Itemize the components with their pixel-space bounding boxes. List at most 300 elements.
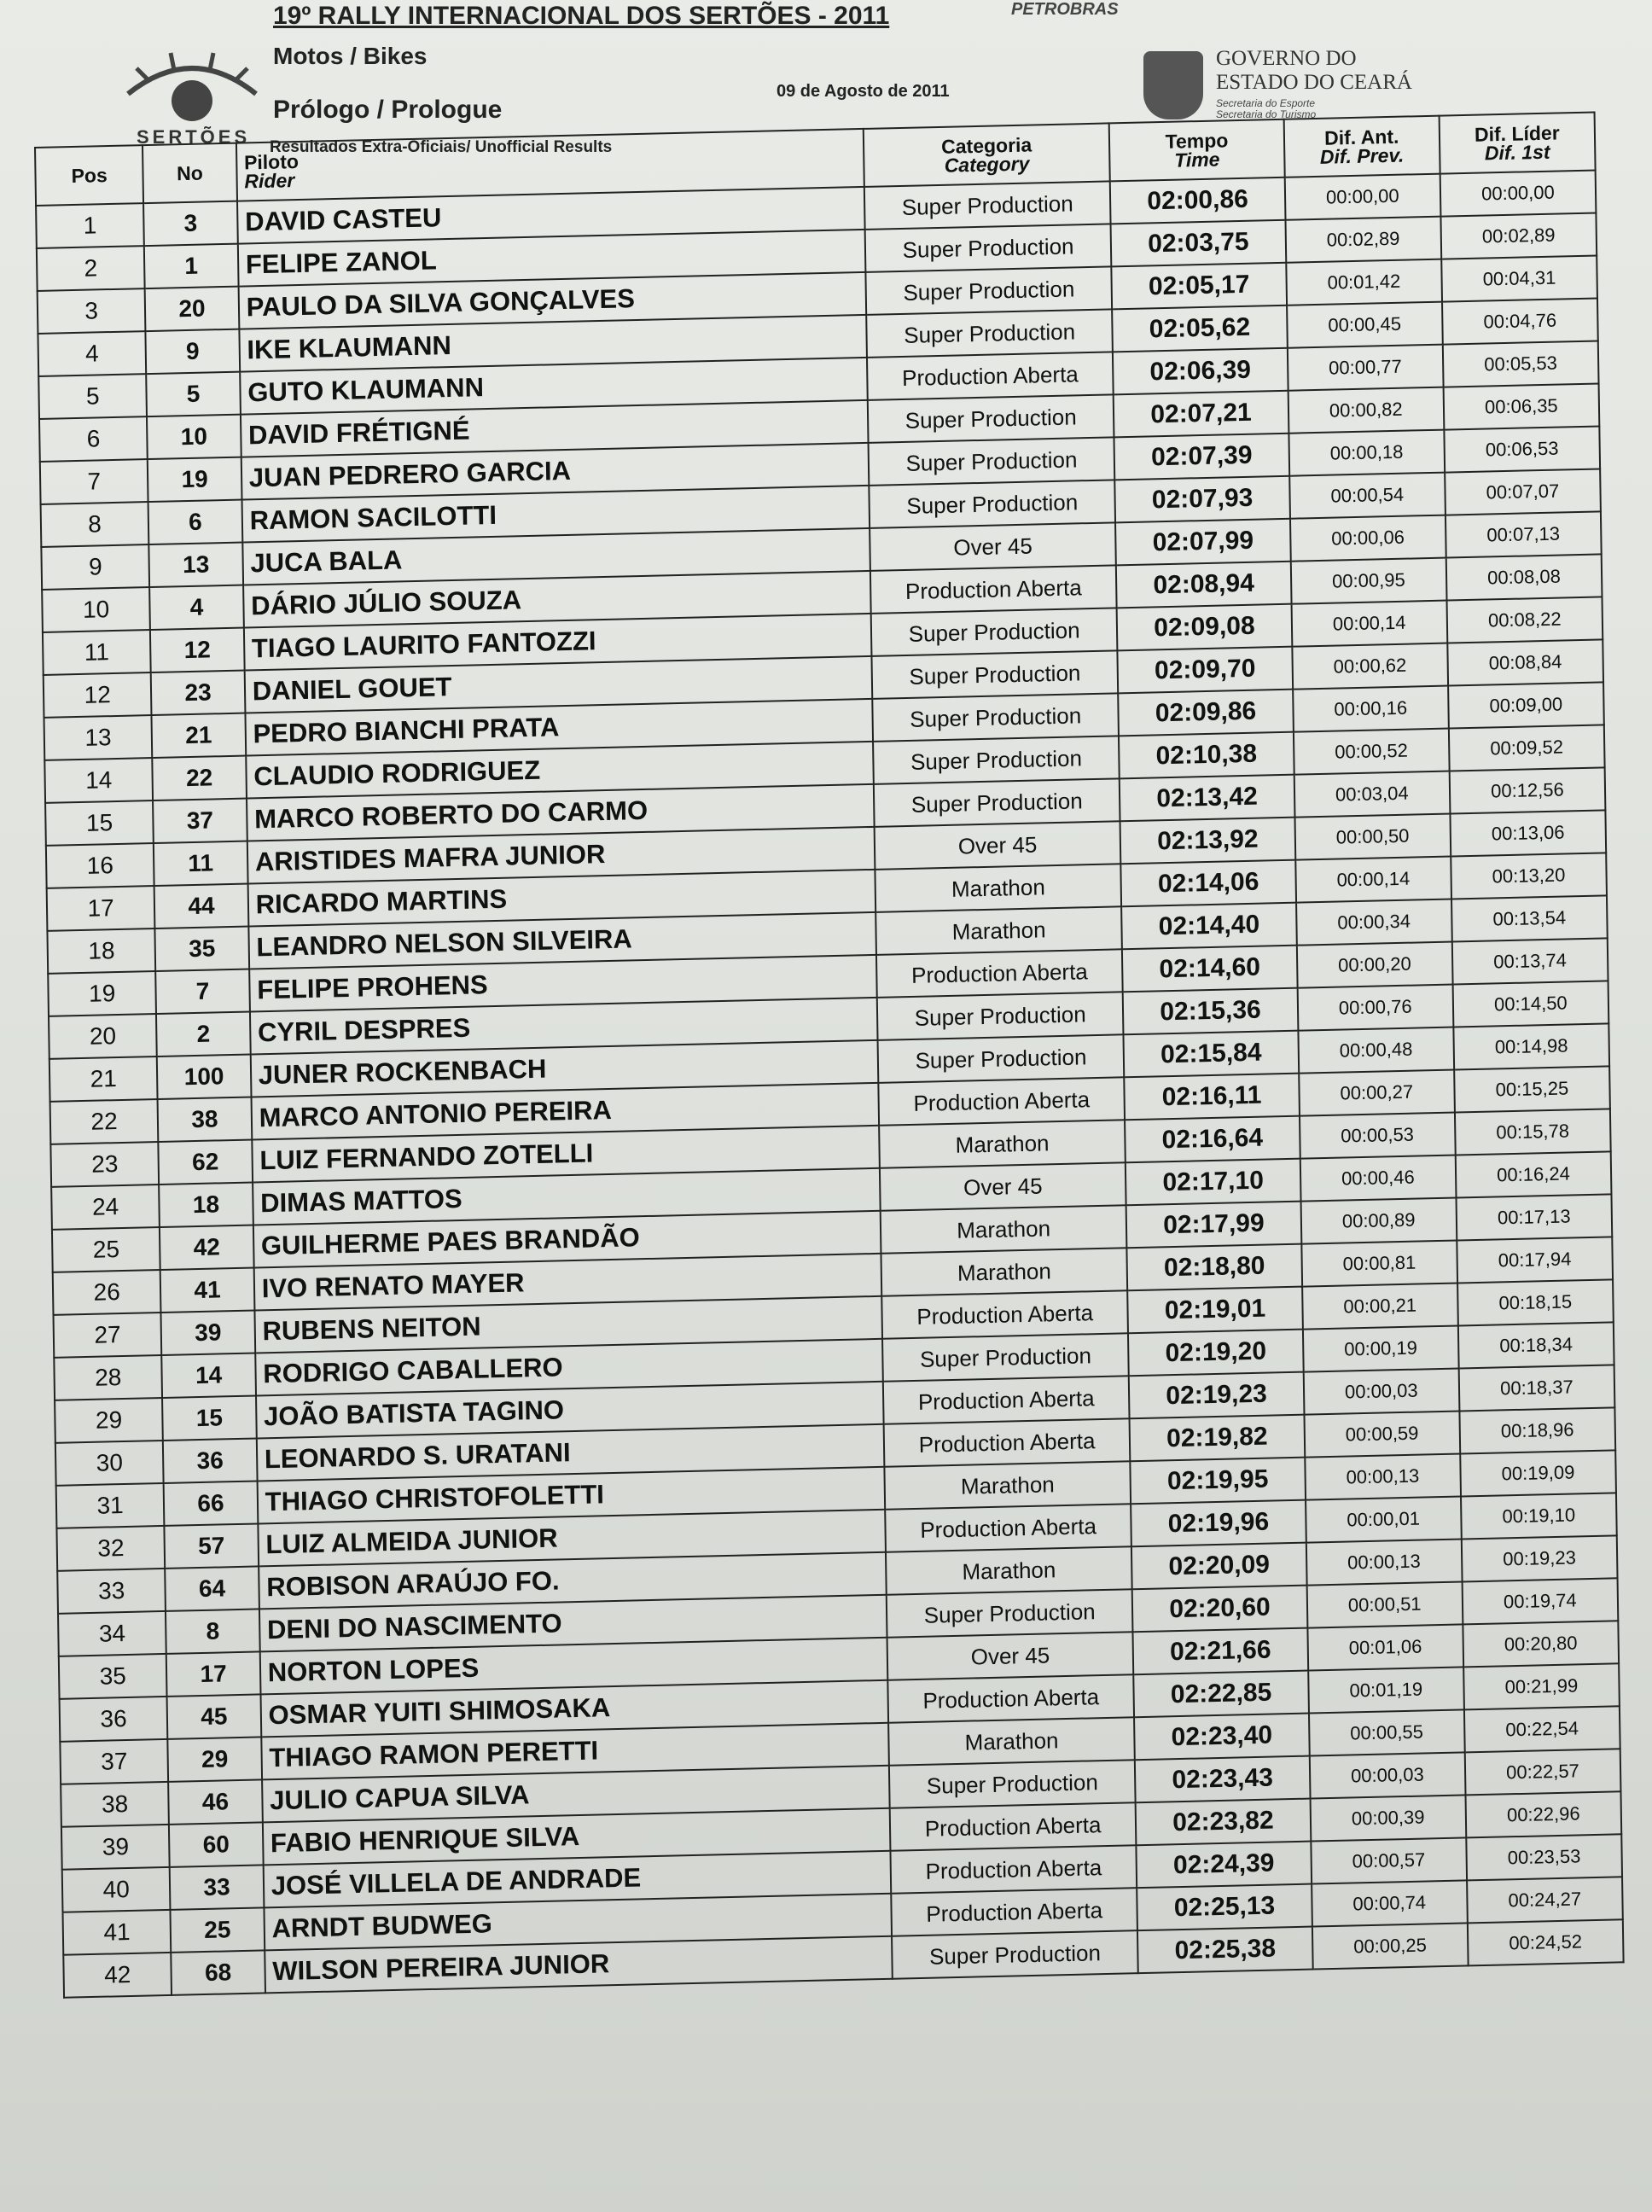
- cell-category: Super Production: [872, 693, 1119, 742]
- cell-category: Production Aberta: [867, 352, 1114, 400]
- cell-pos: 41: [62, 1910, 171, 1955]
- stage-name: Prólogo / Prologue: [273, 96, 503, 124]
- col-diff-prev-label-pt: Dif. Ant.: [1323, 125, 1399, 149]
- cell-time: 02:25,38: [1137, 1927, 1312, 1974]
- cell-rider: MARCO ANTONIO PEREIRA: [251, 1083, 879, 1140]
- cell-rider: DENI DO NASCIMENTO: [259, 1595, 887, 1652]
- cell-pos: 25: [52, 1227, 160, 1272]
- government-sub-line1: Secretaria do Esporte: [1216, 97, 1316, 109]
- cell-rider: PEDRO BIANCHI PRATA: [245, 699, 873, 756]
- cell-category: Super Production: [882, 1333, 1129, 1382]
- cell-diff-prev: 00:00,25: [1312, 1923, 1469, 1969]
- cell-number: 14: [162, 1353, 256, 1397]
- cell-category: Super Production: [869, 437, 1115, 486]
- cell-pos: 24: [51, 1185, 160, 1230]
- cell-rider: JULIO CAPUA SILVA: [262, 1766, 890, 1823]
- cell-category: Marathon: [875, 906, 1122, 955]
- cell-rider: GUTO KLAUMANN: [240, 358, 868, 415]
- cell-number: 37: [153, 799, 247, 843]
- government-name-line1: GOVERNO DO: [1216, 47, 1357, 70]
- cell-number: 17: [166, 1651, 260, 1696]
- col-diff-prev-header: [1283, 116, 1440, 178]
- cell-pos: 16: [46, 843, 154, 888]
- cell-pos: 9: [41, 544, 149, 590]
- cell-number: 36: [163, 1438, 257, 1482]
- cell-category: Marathon: [881, 1248, 1127, 1296]
- cell-rider: ARISTIDES MAFRA JUNIOR: [247, 827, 875, 884]
- cell-pos: 3: [38, 288, 146, 334]
- cell-rider: JOÃO BATISTA TAGINO: [256, 1382, 884, 1439]
- cell-pos: 11: [43, 630, 151, 675]
- cell-rider: GUILHERME PAES BRANDÃO: [253, 1211, 881, 1268]
- cell-time: 02:15,84: [1124, 1031, 1299, 1078]
- cell-pos: 18: [47, 928, 155, 974]
- cell-category: Production Aberta: [887, 1674, 1134, 1723]
- cell-diff-prev: 00:01,06: [1307, 1624, 1463, 1670]
- cell-diff-prev: 00:03,04: [1294, 771, 1450, 818]
- cell-category: Production Aberta: [870, 565, 1117, 614]
- cell-diff-leader: 00:02,89: [1440, 212, 1597, 259]
- cell-time: 02:14,40: [1121, 903, 1296, 950]
- cell-rider: FELIPE PROHENS: [249, 955, 877, 1012]
- cell-diff-leader: 00:13,20: [1451, 853, 1607, 899]
- cell-rider: NORTON LOPES: [259, 1638, 887, 1695]
- cell-category: Super Production: [878, 1034, 1125, 1083]
- cell-rider: DAVID CASTEU: [237, 187, 865, 244]
- cell-time: 02:19,96: [1131, 1500, 1306, 1547]
- cell-diff-prev: 00:00,51: [1306, 1581, 1463, 1627]
- cell-rider: JUAN PEDRERO GARCIA: [241, 443, 869, 500]
- cell-diff-prev: 00:00,14: [1291, 601, 1447, 647]
- cell-category: Super Production: [892, 1930, 1138, 1979]
- cell-rider: JUNER ROCKENBACH: [250, 1040, 878, 1097]
- cell-category: Production Aberta: [876, 949, 1123, 998]
- cell-pos: 26: [53, 1270, 161, 1315]
- cell-diff-prev: 00:00,48: [1298, 1027, 1454, 1074]
- cell-diff-leader: 00:18,96: [1459, 1407, 1615, 1453]
- cell-time: 02:23,82: [1136, 1799, 1311, 1846]
- cell-number: 45: [167, 1694, 261, 1738]
- cell-time: 02:05,17: [1112, 263, 1287, 310]
- cell-time: 02:09,86: [1118, 690, 1293, 736]
- cell-time: 02:17,99: [1126, 1202, 1301, 1249]
- cell-number: 13: [149, 543, 243, 587]
- cell-diff-leader: 00:15,25: [1454, 1066, 1610, 1112]
- cell-number: 21: [152, 713, 246, 758]
- cell-diff-leader: 00:14,50: [1452, 981, 1608, 1027]
- cell-number: 23: [151, 671, 245, 715]
- col-pos-header: Pos: [35, 145, 143, 206]
- cell-diff-leader: 00:14,98: [1453, 1023, 1609, 1069]
- cell-pos: 1: [36, 203, 144, 248]
- cell-time: 02:23,43: [1135, 1756, 1310, 1803]
- cell-diff-prev: 00:00,39: [1310, 1795, 1466, 1841]
- cell-category: Super Production: [871, 650, 1118, 699]
- cell-category: Production Aberta: [885, 1504, 1131, 1552]
- col-diff-leader-label-en: Dif. 1st: [1484, 140, 1550, 165]
- cell-pos: 19: [48, 971, 156, 1016]
- cell-pos: 17: [47, 886, 155, 931]
- cell-diff-leader: 00:19,09: [1460, 1450, 1616, 1496]
- cell-time: 02:07,21: [1114, 391, 1288, 438]
- cell-diff-prev: 00:00,16: [1293, 686, 1449, 732]
- cell-diff-leader: 00:16,24: [1456, 1151, 1612, 1197]
- cell-time: 02:10,38: [1119, 732, 1294, 779]
- cell-category: Production Aberta: [878, 1077, 1125, 1126]
- cell-category: Marathon: [879, 1120, 1126, 1168]
- cell-time: 02:20,60: [1132, 1586, 1307, 1633]
- cell-rider: THIAGO CHRISTOFOLETTI: [257, 1467, 885, 1524]
- cell-rider: ROBISON ARAÚJO FO.: [259, 1552, 887, 1610]
- cell-time: 02:07,93: [1114, 476, 1289, 523]
- cell-pos: 40: [62, 1867, 171, 1912]
- cell-number: 46: [168, 1779, 262, 1824]
- cell-diff-leader: 00:22,54: [1464, 1706, 1620, 1752]
- cell-diff-leader: 00:24,27: [1467, 1877, 1623, 1923]
- cell-category: Super Production: [877, 992, 1124, 1040]
- cell-pos: 21: [49, 1057, 158, 1102]
- cell-pos: 10: [42, 587, 150, 632]
- cell-time: 02:17,10: [1126, 1159, 1300, 1206]
- cell-pos: 35: [59, 1654, 167, 1699]
- results-note: Resultados Extra-Oficiais/ Unofficial Results: [270, 138, 613, 156]
- cell-diff-leader: 00:07,07: [1445, 469, 1601, 515]
- cell-category: Over 45: [887, 1632, 1134, 1680]
- cell-pos: 22: [50, 1099, 159, 1144]
- cell-number: 68: [172, 1950, 265, 1994]
- cell-rider: CLAUDIO RODRIGUEZ: [246, 742, 874, 799]
- cell-rider: LEANDRO NELSON SILVEIRA: [248, 912, 876, 969]
- cell-pos: 20: [49, 1014, 157, 1059]
- cell-category: Marathon: [884, 1461, 1131, 1510]
- cell-time: 02:05,62: [1112, 306, 1287, 352]
- col-diff-leader-header: [1439, 113, 1595, 174]
- cell-time: 02:09,08: [1117, 604, 1292, 651]
- cell-diff-prev: 00:00,55: [1309, 1709, 1465, 1755]
- cell-pos: 36: [60, 1697, 168, 1742]
- cell-pos: 5: [38, 374, 147, 419]
- cell-pos: 29: [55, 1398, 163, 1443]
- cell-category: Marathon: [881, 1205, 1127, 1254]
- cell-pos: 33: [57, 1569, 166, 1614]
- cell-rider: FELIPE ZANOL: [238, 230, 866, 287]
- cell-diff-prev: 00:00,77: [1288, 345, 1444, 391]
- cell-diff-prev: 00:00,54: [1289, 473, 1446, 519]
- cell-diff-prev: 00:01,42: [1286, 259, 1442, 306]
- cell-diff-prev: 00:00,13: [1305, 1453, 1461, 1499]
- cell-number: 7: [155, 969, 249, 1014]
- cell-diff-prev: 00:00,53: [1300, 1113, 1456, 1159]
- cell-diff-prev: 00:00,57: [1311, 1837, 1467, 1883]
- col-diff-leader-label-pt: Dif. Líder: [1474, 121, 1560, 146]
- cell-diff-prev: 00:00,19: [1303, 1325, 1459, 1371]
- cell-number: 62: [159, 1140, 253, 1185]
- col-category-label-en: Category: [944, 152, 1030, 177]
- cell-rider: WILSON PEREIRA JUNIOR: [265, 1936, 893, 1994]
- cell-number: 12: [150, 628, 244, 672]
- cell-diff-prev: 00:00,18: [1288, 430, 1445, 476]
- col-time-header: [1109, 119, 1284, 182]
- cell-time: 02:19,20: [1128, 1330, 1303, 1377]
- cell-diff-leader: 00:09,52: [1449, 725, 1605, 771]
- col-rider-label-en: Rider: [244, 169, 295, 193]
- cell-diff-prev: 00:00,74: [1312, 1880, 1468, 1926]
- cell-category: Super Production: [864, 181, 1111, 230]
- cell-number: 9: [146, 329, 240, 374]
- cell-rider: PAULO DA SILVA GONÇALVES: [238, 272, 866, 329]
- cell-diff-leader: 00:21,99: [1463, 1663, 1620, 1709]
- cell-time: 02:07,39: [1114, 434, 1289, 480]
- cell-time: 02:16,11: [1124, 1074, 1299, 1121]
- cell-diff-prev: 00:00,03: [1309, 1752, 1465, 1798]
- cell-time: 02:13,42: [1120, 775, 1294, 822]
- cell-number: 11: [154, 841, 247, 886]
- cell-diff-leader: 00:18,15: [1457, 1279, 1614, 1325]
- cell-rider: LUIZ ALMEIDA JUNIOR: [258, 1510, 886, 1567]
- cell-diff-prev: 00:00,01: [1306, 1496, 1462, 1542]
- cell-diff-prev: 00:00,34: [1296, 899, 1452, 946]
- cell-number: 60: [169, 1822, 263, 1866]
- cell-time: 02:03,75: [1111, 220, 1286, 267]
- cell-diff-prev: 00:00,20: [1297, 942, 1453, 988]
- cell-diff-prev: 00:00,82: [1288, 387, 1444, 434]
- cell-time: 02:14,06: [1121, 860, 1296, 907]
- cell-diff-leader: 00:13,74: [1452, 938, 1608, 984]
- cell-diff-prev: 00:00,95: [1290, 558, 1446, 604]
- cell-number: 38: [158, 1097, 252, 1142]
- cell-rider: THIAGO RAMON PERETTI: [261, 1723, 889, 1780]
- cell-number: 66: [164, 1481, 258, 1525]
- cell-rider: RICARDO MARTINS: [247, 870, 875, 927]
- cell-time: 02:21,66: [1133, 1628, 1308, 1675]
- cell-category: Production Aberta: [884, 1418, 1131, 1467]
- cell-pos: 38: [61, 1782, 169, 1827]
- cell-category: Marathon: [875, 864, 1121, 912]
- cell-rider: RUBENS NEITON: [254, 1296, 882, 1353]
- cell-category: Over 45: [875, 821, 1121, 870]
- page-subtitle: Motos / Bikes: [273, 43, 428, 69]
- cell-pos: 6: [39, 416, 148, 462]
- cell-diff-prev: 00:00,81: [1301, 1241, 1457, 1287]
- cell-pos: 42: [63, 1953, 172, 1998]
- cell-diff-leader: 00:20,80: [1463, 1621, 1619, 1667]
- cell-category: Over 45: [880, 1162, 1126, 1211]
- cell-pos: 4: [38, 331, 146, 376]
- cell-diff-leader: 00:05,53: [1443, 341, 1599, 387]
- cell-number: 100: [157, 1055, 251, 1099]
- cell-time: 02:08,94: [1116, 562, 1291, 608]
- cell-category: Production Aberta: [881, 1290, 1128, 1339]
- cell-category: Super Production: [869, 480, 1115, 528]
- cell-pos: 7: [40, 459, 148, 504]
- cell-diff-leader: 00:22,57: [1465, 1749, 1621, 1795]
- cell-rider: IKE KLAUMANN: [239, 315, 867, 372]
- rally-logo-text: SERTÕES: [137, 126, 251, 148]
- cell-category: Super Production: [873, 736, 1120, 784]
- cell-category: Production Aberta: [890, 1845, 1137, 1894]
- cell-diff-prev: 00:00,46: [1300, 1155, 1456, 1202]
- cell-rider: DÁRIO JÚLIO SOUZA: [243, 571, 871, 628]
- cell-number: 42: [160, 1225, 253, 1270]
- cell-pos: 2: [37, 246, 145, 291]
- cell-number: 15: [162, 1395, 256, 1440]
- cell-diff-prev: 00:00,62: [1292, 643, 1448, 690]
- cell-time: 02:18,80: [1127, 1244, 1302, 1291]
- col-time-label-en: Time: [1174, 148, 1220, 172]
- cell-rider: MARCO ROBERTO DO CARMO: [247, 784, 875, 841]
- event-date: 09 de Agosto de 2011: [777, 82, 950, 101]
- cell-category: Production Aberta: [890, 1802, 1137, 1851]
- cell-rider: JOSÉ VILLELA DE ANDRADE: [263, 1851, 891, 1908]
- cell-number: 10: [147, 415, 241, 459]
- cell-diff-prev: 00:00,21: [1302, 1284, 1458, 1330]
- cell-category: Super Production: [865, 266, 1112, 315]
- cell-time: 02:19,95: [1131, 1458, 1306, 1505]
- cell-time: 02:15,36: [1123, 988, 1298, 1035]
- cell-diff-prev: 00:01,19: [1308, 1667, 1464, 1713]
- cell-diff-prev: 00:00,13: [1306, 1539, 1463, 1585]
- cell-pos: 27: [54, 1313, 162, 1358]
- cell-pos: 31: [56, 1483, 165, 1528]
- cell-diff-leader: 00:23,53: [1466, 1834, 1622, 1880]
- cell-number: 2: [156, 1012, 250, 1057]
- cell-number: 35: [155, 927, 249, 971]
- cell-diff-prev: 00:00,00: [1284, 174, 1440, 220]
- government-name-line2: ESTADO DO CEARÁ: [1216, 71, 1412, 94]
- page-title: 19º RALLY INTERNACIONAL DOS SERTÕES - 2011: [273, 2, 890, 30]
- cell-diff-leader: 00:08,22: [1446, 597, 1603, 643]
- cell-category: Production Aberta: [883, 1376, 1130, 1424]
- cell-number: 22: [153, 756, 247, 800]
- cell-number: 3: [143, 201, 237, 246]
- cell-diff-prev: 00:00,03: [1303, 1368, 1459, 1414]
- cell-time: 02:23,40: [1134, 1714, 1309, 1761]
- cell-diff-leader: 00:07,13: [1446, 511, 1602, 557]
- col-time-label-pt: Tempo: [1165, 129, 1229, 153]
- cell-category: Over 45: [870, 522, 1116, 571]
- cell-rider: TIAGO LAURITO FANTOZZI: [244, 614, 872, 671]
- cell-category: Super Production: [866, 309, 1113, 358]
- cell-time: 02:19,01: [1127, 1287, 1302, 1334]
- cell-category: Super Production: [865, 224, 1112, 272]
- government-sub-line2: Secretaria do Turismo: [1216, 108, 1317, 120]
- cell-time: 02:25,13: [1137, 1884, 1312, 1931]
- cell-diff-prev: 00:00,06: [1290, 515, 1446, 562]
- cell-number: 5: [146, 372, 240, 416]
- cell-rider: LEONARDO S. URATANI: [257, 1424, 885, 1481]
- cell-number: 20: [145, 287, 239, 331]
- cell-diff-prev: 00:00,52: [1294, 729, 1450, 775]
- cell-diff-leader: 00:19,10: [1461, 1493, 1617, 1539]
- cell-diff-leader: 00:24,52: [1468, 1919, 1624, 1965]
- cell-number: 33: [170, 1865, 264, 1909]
- cell-diff-leader: 00:13,54: [1451, 895, 1608, 941]
- cell-diff-leader: 00:09,00: [1448, 682, 1604, 728]
- cell-time: 02:07,99: [1115, 519, 1290, 566]
- cell-rider: DANIEL GOUET: [244, 656, 872, 713]
- cell-diff-prev: 00:00,45: [1287, 302, 1443, 348]
- cell-rider: RODRIGO CABALLERO: [255, 1339, 883, 1396]
- crest-icon: [1143, 51, 1203, 119]
- cell-category: Super Production: [871, 608, 1118, 656]
- col-no-header: No: [143, 143, 237, 203]
- cell-rider: RAMON SACILOTTI: [241, 486, 870, 543]
- cell-time: 02:19,82: [1130, 1415, 1305, 1462]
- cell-diff-leader: 00:04,76: [1442, 298, 1598, 344]
- cell-pos: 34: [58, 1611, 166, 1656]
- cell-diff-leader: 00:13,06: [1450, 810, 1606, 856]
- cell-category: Production Aberta: [891, 1888, 1137, 1936]
- cell-pos: 39: [61, 1825, 170, 1870]
- cell-rider: CYRIL DESPRES: [250, 998, 878, 1055]
- cell-time: 02:13,92: [1120, 818, 1295, 864]
- cell-category: Super Production: [874, 778, 1120, 827]
- cell-rider: ARNDT BUDWEG: [264, 1894, 892, 1951]
- cell-diff-leader: 00:19,74: [1462, 1578, 1618, 1624]
- cell-time: 02:20,09: [1131, 1543, 1306, 1590]
- cell-time: 02:22,85: [1133, 1671, 1308, 1718]
- cell-rider: OSMAR YUITI SHIMOSAKA: [260, 1680, 888, 1738]
- cell-diff-prev: 00:00,76: [1297, 985, 1453, 1031]
- cell-diff-leader: 00:06,53: [1444, 426, 1600, 472]
- cell-category: Super Production: [889, 1760, 1136, 1808]
- cell-diff-prev: 00:00,14: [1295, 857, 1451, 903]
- cell-number: 39: [161, 1310, 255, 1354]
- cell-pos: 13: [44, 715, 153, 760]
- cell-time: 02:14,60: [1122, 946, 1297, 992]
- cell-rider: LUIZ FERNANDO ZOTELLI: [252, 1126, 880, 1183]
- cell-number: 8: [166, 1609, 259, 1653]
- cell-number: 25: [171, 1907, 265, 1952]
- cell-diff-leader: 00:15,78: [1455, 1109, 1611, 1155]
- col-rider-label-pt: Piloto: [243, 149, 300, 174]
- cell-rider: JUCA BALA: [242, 528, 870, 585]
- cell-time: 02:19,23: [1129, 1372, 1304, 1419]
- cell-diff-leader: 00:17,94: [1457, 1237, 1613, 1283]
- cell-rider: DIMAS MATTOS: [253, 1168, 881, 1225]
- col-category-label-pt: Categoria: [940, 133, 1032, 158]
- cell-diff-prev: 00:00,50: [1294, 814, 1451, 860]
- cell-pos: 12: [44, 672, 152, 718]
- rally-eye-logo-icon: [119, 34, 265, 137]
- col-diff-prev-label-en: Dif. Prev.: [1319, 143, 1405, 168]
- cell-number: 18: [159, 1183, 253, 1227]
- cell-pos: 8: [41, 502, 149, 547]
- cell-number: 44: [154, 884, 248, 928]
- cell-number: 29: [168, 1737, 262, 1781]
- cell-time: 02:24,39: [1137, 1842, 1312, 1889]
- cell-number: 57: [165, 1523, 259, 1568]
- cell-diff-leader: 00:04,31: [1441, 255, 1597, 301]
- col-category-header: [864, 123, 1110, 187]
- cell-pos: 32: [56, 1526, 165, 1571]
- cell-diff-leader: 00:22,96: [1465, 1791, 1621, 1837]
- cell-category: Super Production: [868, 394, 1114, 443]
- cell-number: 19: [148, 457, 241, 502]
- cell-pos: 37: [60, 1739, 168, 1784]
- cell-diff-prev: 00:00,27: [1299, 1070, 1455, 1116]
- cell-diff-leader: 00:08,08: [1446, 554, 1603, 600]
- cell-pos: 14: [44, 758, 153, 803]
- cell-time: 02:06,39: [1113, 348, 1288, 395]
- results-table-body: [36, 170, 1624, 1997]
- cell-diff-prev: 00:02,89: [1285, 217, 1441, 263]
- cell-diff-leader: 00:00,00: [1440, 170, 1596, 216]
- cell-diff-leader: 00:08,84: [1447, 639, 1603, 685]
- cell-number: 64: [165, 1566, 259, 1610]
- cell-pos: 30: [55, 1441, 164, 1486]
- cell-number: 41: [160, 1267, 254, 1312]
